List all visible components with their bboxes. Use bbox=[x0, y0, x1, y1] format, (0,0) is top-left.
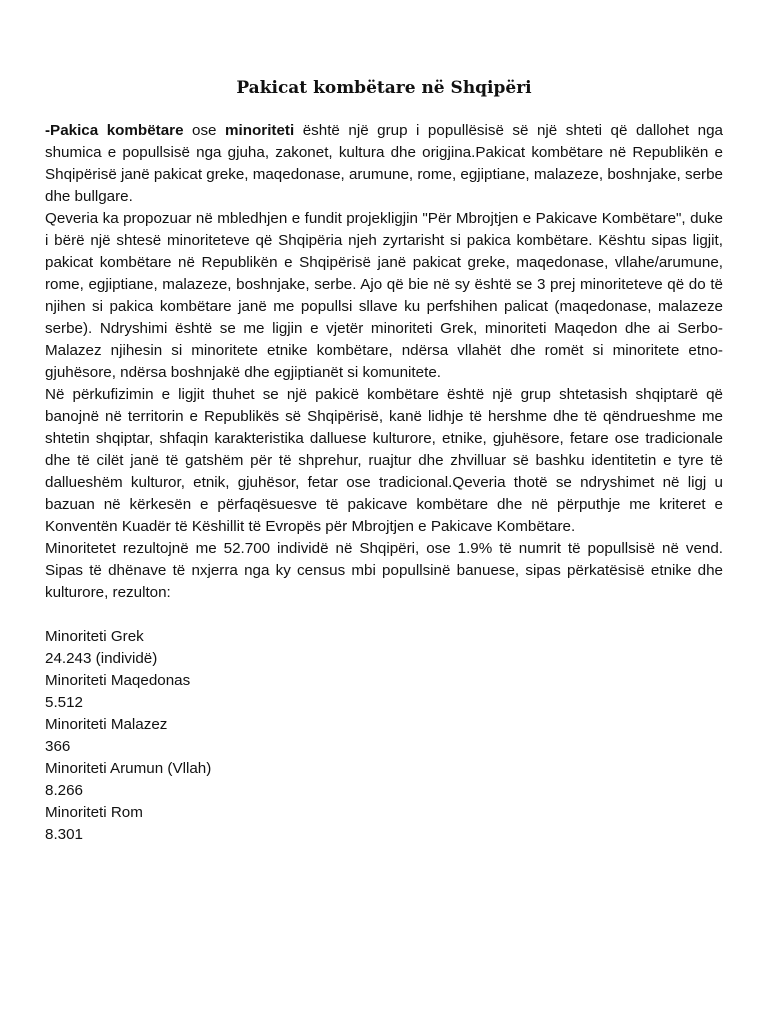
minority-count: 24.243 (individë) bbox=[45, 650, 158, 667]
minority-name: Minoriteti Malazez bbox=[45, 716, 168, 733]
minority-count: 8.301 bbox=[45, 826, 84, 843]
minority-name: Minoriteti Grek bbox=[45, 628, 144, 645]
minority-count: 5.512 bbox=[45, 694, 84, 711]
term-pakica-kombetare: -Pakica kombëtare bbox=[45, 122, 184, 139]
minority-name: Minoriteti Maqedonas bbox=[45, 672, 191, 689]
minority-count: 8.266 bbox=[45, 782, 84, 799]
minority-count: 366 bbox=[45, 738, 71, 755]
definition-text: është një grup i popullësisë së një shteti që dallohet nga shumica e popullsisë nga gjuha, zakonet, kultura dhe origjina.Pakicat kombëtare në Republikën e Shqipërisë janë pakicat greke, maqedonase, arumune, rome, egjiptiane, malazeze, boshnjake, serbe dhe bullgare. bbox=[45, 122, 723, 205]
term-connector: ose bbox=[183, 122, 226, 139]
document-title: Pakicat kombëtare në Shqipëri bbox=[236, 78, 532, 98]
paragraph-law-definition: Në përkufizimin e ligjit thuhet se një pakicë kombëtare është një grup shtetasish shqiptarë që banojnë në territorin e Republikës së Shqipërisë, kanë lidhje të hershme dhe të qëndrueshme me shtetin shqiptar, shfaqin karakteristika dalluese kulturore, etnike, gjuhësore, fetare ose tradicionale dhe të cilët janë të gatshëm për të shprehur, ruajtur dhe zhvilluar së bashku identitetin e tyre të dallueshëm kulturor, etnik, gjuhësor, fetar ose tradicional.Qeveria thotë se ndryshimet në ligj u bazuan në kërkesën e përfaqësuesve të pakicave kombëtare dhe në përputhje me kriteret e Konventën Kuadër të Këshillit të Evropës për Mbrojtjen e Pakicave Kombëtare. bbox=[45, 386, 723, 535]
blank-line bbox=[45, 604, 723, 626]
paragraph-definition bbox=[45, 120, 723, 208]
minority-name: Minoriteti Arumun (Vllah) bbox=[45, 760, 212, 777]
document-body bbox=[45, 120, 723, 846]
minorities-list bbox=[45, 626, 723, 846]
paragraph-census: Minoritetet rezultojnë me 52.700 individë në Shqipëri, ose 1.9% të numrit të popullsisë në vend. Sipas të dhënave të nxjerra nga ky census mbi popullsinë banuese, sipas përkatësisë etnike dhe kulturore, rezulton: bbox=[45, 540, 723, 601]
term-minoriteti: minoriteti bbox=[225, 122, 295, 139]
minority-name: Minoriteti Rom bbox=[45, 804, 143, 821]
paragraph-government-proposal: Qeveria ka propozuar në mbledhjen e fundit projekligjin "Për Mbrojtjen e Pakicave Kombëtare", duke i bërë një shtesë minoriteteve që Shqipëria njeh zyrtarisht si pakica kombëtare. Kështu sipas ligjit, pakicat kombëtare në Republikën e Shqipërisë janë pakicat greke, maqedonase, vllahe/arumune, rome, egjiptiane, malazeze, boshnjake, serbe. Ajo që bie në sy është se 3 prej minoriteteve që do të njihen si pakica kombëtare janë me popullsi sllave ku perfshihen palicat (maqedonase, malazeze serbe). Ndryshimi është se me ligjin e vjetër minoriteti Grek, minoriteti Maqedon dhe ai Serbo-Malazez njihesin si minoritete etnike kombëtare, ndërsa vllahët dhe romët si minoritete etno-gjuhësore, ndërsa boshnjakë dhe egjiptianët si komunitete. bbox=[45, 210, 723, 381]
